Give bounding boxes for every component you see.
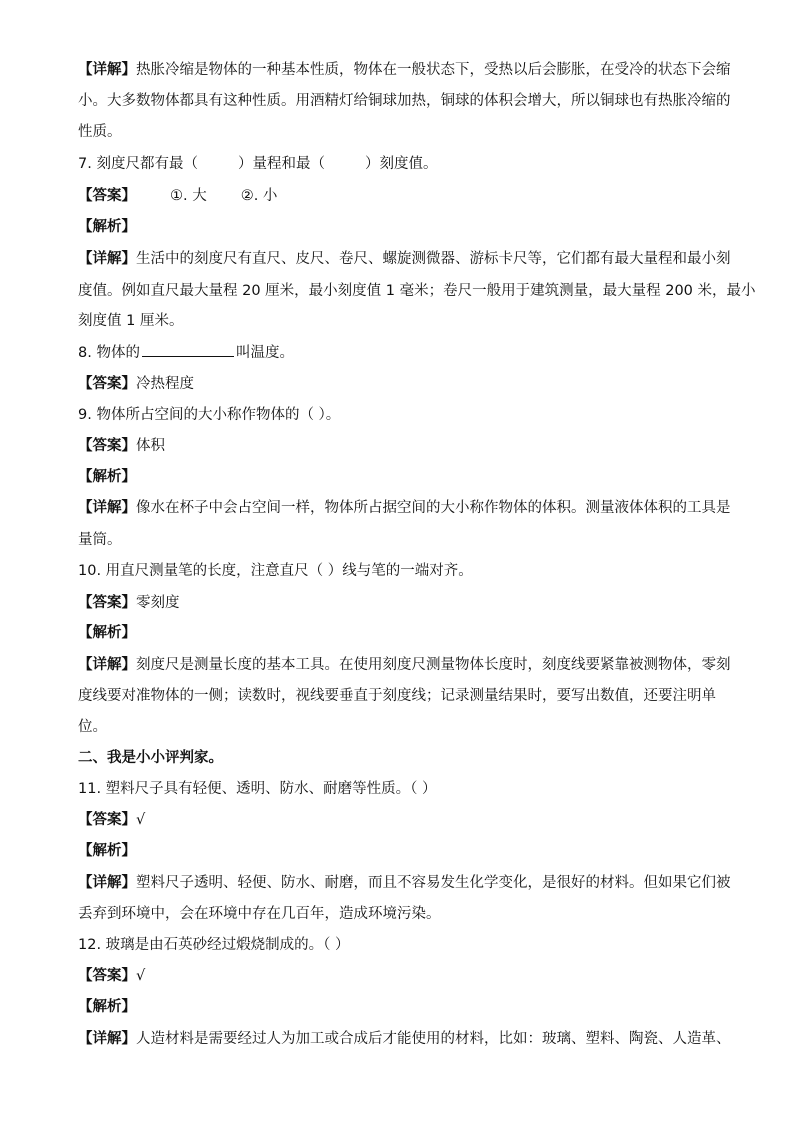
q12-analysis	[78, 997, 136, 1017]
q7-answer-2: ②. 小	[240, 188, 278, 204]
q7-detail-line-2: 度值。例如直尺最大量程 20 厘米，最小刻度值 1 毫米；卷尺一般用于建筑测量，最大量程 200 米，最小	[78, 283, 756, 299]
detail-tag: 【详解】	[78, 251, 136, 267]
q7-stem-b: ）量程和最（	[237, 156, 325, 172]
analysis-tag: 【解析】	[78, 469, 136, 485]
answer-tag: 【答案】	[78, 595, 136, 611]
q10-detail-text-1: 刻度尺是测量长度的基本工具。在使用刻度尺测量物体长度时，刻度线要紧靠被测物体，零刻	[136, 657, 731, 673]
q12-answer-text: √	[136, 968, 146, 984]
q11-detail-line-2: 丢弃到环境中，会在环境中存在几百年，造成环境污染。	[78, 906, 441, 922]
detail-tag: 【详解】	[78, 657, 136, 673]
q7-analysis	[78, 217, 136, 237]
detail-tag: 【详解】	[78, 1031, 136, 1047]
q8-answer-text: 冷热程度	[136, 376, 194, 392]
analysis-tag: 【解析】	[78, 625, 136, 641]
q7-detail-line-1	[78, 249, 731, 269]
q9-answer-text: 体积	[136, 438, 165, 454]
detail-tag: 【详解】	[78, 62, 136, 78]
q8-blank	[142, 342, 234, 357]
q8-answer	[78, 374, 194, 394]
q10-detail-line-1	[78, 655, 731, 675]
q11-detail-text-1: 塑料尺子透明、轻便、防水、耐磨，而且不容易发生化学变化，是很好的材料。但如果它们被	[136, 875, 731, 891]
analysis-tag: 【解析】	[78, 219, 136, 235]
q7-detail-line-3: 刻度值 1 厘米。	[78, 313, 184, 329]
q9-answer	[78, 436, 165, 456]
answer-tag: 【答案】	[78, 968, 136, 984]
q7-answer	[78, 186, 277, 206]
analysis-tag: 【解析】	[78, 843, 136, 859]
q10-detail-line-3: 位。	[78, 719, 107, 735]
q7-stem-a: 7. 刻度尺都有最（	[78, 156, 198, 172]
q9-analysis	[78, 467, 136, 487]
q12-detail-text-1: 人造材料是需要经过人为加工或合成后才能使用的材料，比如：玻璃、塑料、陶瓷、人造革、	[136, 1031, 731, 1047]
q9-detail-line-1	[78, 498, 731, 518]
answer-tag: 【答案】	[78, 812, 136, 828]
q6-detail-line-1	[78, 60, 731, 80]
q12-answer	[78, 966, 145, 986]
q11-answer-text: √	[136, 812, 146, 828]
q6-detail-line-3: 性质。	[78, 124, 122, 140]
q7-answer-1: ①. 大	[170, 188, 207, 204]
q7-stem	[78, 154, 437, 174]
q10-answer	[78, 593, 180, 613]
q6-detail-line-2: 小。大多数物体都具有这种性质。用酒精灯给铜球加热，铜球的体积会增大，所以铜球也有热胀冷缩的	[78, 93, 731, 109]
q11-detail-line-1	[78, 873, 731, 893]
q9-detail-text-1: 像水在杯子中会占空间一样，物体所占据空间的大小称作物体的体积。测量液体体积的工具是	[136, 500, 731, 516]
q6-detail-text-1: 热胀冷缩是物体的一种基本性质，物体在一般状态下，受热以后会膨胀，在受冷的状态下会缩	[136, 62, 731, 78]
q11-analysis	[78, 841, 136, 861]
q11-answer	[78, 810, 145, 830]
answer-tag: 【答案】	[78, 188, 136, 204]
answer-tag: 【答案】	[78, 438, 136, 454]
q7-detail-text-1: 生活中的刻度尺有直尺、皮尺、卷尺、螺旋测微器、游标卡尺等，它们都有最大量程和最小刻	[136, 251, 731, 267]
analysis-tag: 【解析】	[78, 999, 136, 1015]
q10-detail-line-2: 度线要对准物体的一侧；读数时，视线要垂直于刻度线；记录测量结果时，要写出数值，还要注明单	[78, 688, 716, 704]
q12-stem: 12. 玻璃是由石英砂经过煅烧制成的。（ ）	[78, 937, 350, 953]
q9-stem: 9. 物体所占空间的大小称作物体的（ ）。	[78, 407, 341, 423]
q7-stem-c: ）刻度值。	[364, 156, 438, 172]
q10-stem: 10. 用直尺测量笔的长度，注意直尺（ ）线与笔的一端对齐。	[78, 563, 473, 579]
section-2-title: 二、我是小小评判家。	[78, 750, 223, 766]
detail-tag: 【详解】	[78, 500, 136, 516]
q12-detail-line-1	[78, 1029, 731, 1049]
q8-stem-a: 8. 物体的	[78, 345, 140, 361]
q10-answer-text: 零刻度	[136, 595, 180, 611]
q9-detail-line-2: 量筒。	[78, 532, 122, 548]
q11-stem: 11. 塑料尺子具有轻便、透明、防水、耐磨等性质。（ ）	[78, 781, 437, 797]
detail-tag: 【详解】	[78, 875, 136, 891]
q8-stem-b: 叫温度。	[235, 345, 294, 361]
answer-tag: 【答案】	[78, 376, 136, 392]
q8-stem	[78, 342, 294, 363]
q10-analysis	[78, 623, 136, 643]
